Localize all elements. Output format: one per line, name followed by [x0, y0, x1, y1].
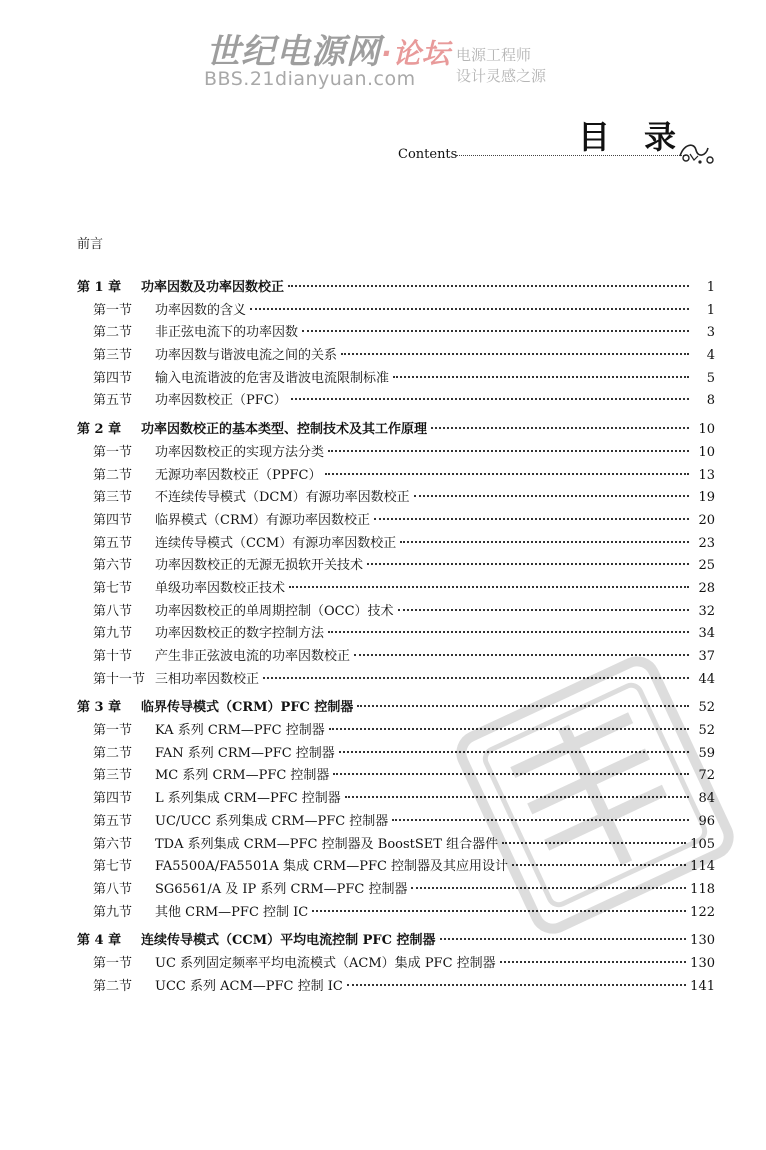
site-watermark-logo — [198, 18, 566, 98]
page-number: 130 — [690, 955, 715, 971]
toc-chapter-row — [77, 277, 715, 300]
page-number: 44 — [698, 671, 715, 687]
page-number: 20 — [698, 512, 715, 528]
toc-section-row — [77, 533, 715, 556]
page-number: 114 — [690, 859, 715, 875]
dot-leader — [393, 376, 689, 378]
section-number: 第二节 — [93, 978, 133, 994]
watermark-logo-main: 世纪电源网 — [206, 32, 381, 72]
toc-section-row — [77, 578, 715, 601]
dot-leader — [291, 398, 689, 400]
toc-section-row — [77, 442, 715, 465]
page-title: 目录 — [578, 118, 711, 156]
section-number: 第十节 — [93, 649, 133, 664]
page-number: 141 — [690, 978, 715, 994]
section-title: UC/UCC 系列集成 CRM—PFC 控制器 — [155, 813, 389, 829]
page-number: 34 — [698, 626, 715, 642]
chapter-title: 功率因数校正的基本类型、控制技术及其工作原理 — [141, 422, 428, 438]
page-number: 4 — [706, 348, 715, 364]
section-number: 第四节 — [93, 512, 133, 528]
toc-section-row — [77, 976, 715, 999]
section-title: 连续传导模式（CCM）有源功率因数校正 — [155, 535, 397, 551]
section-number: 第二节 — [93, 325, 133, 341]
section-title: FA5500A/FA5501A 集成 CRM—PFC 控制器及其应用设计 — [155, 859, 509, 875]
page-number: 13 — [698, 467, 715, 483]
dot-leader — [341, 353, 689, 355]
page-number: 122 — [690, 904, 715, 920]
section-title: 功率因数校正的无源无损软开关技术 — [155, 558, 364, 574]
toc-chapter-row — [77, 419, 715, 442]
page-number: 25 — [698, 558, 715, 574]
page-number: 96 — [698, 813, 715, 829]
page-number: 1 — [706, 302, 715, 318]
section-number: 第五节 — [93, 535, 133, 551]
section-title: 产生非正弦波电流的功率因数校正 — [155, 649, 351, 664]
section-number: 第五节 — [93, 393, 133, 409]
toc-section-row — [77, 465, 715, 488]
section-title: 功率因数校正的单周期控制（OCC）技术 — [155, 603, 394, 619]
watermark-tagline-2: 设计灵感之源 — [456, 67, 547, 85]
section-title: SG6561/A 及 IP 系列 CRM—PFC 控制器 — [155, 881, 408, 897]
chapter-number: 第 2 章 — [77, 422, 122, 438]
dot-leader — [500, 961, 687, 963]
section-number: 第一节 — [93, 302, 133, 318]
contents-dotted-rule — [456, 155, 686, 156]
page-number: 84 — [698, 791, 715, 807]
section-title: 三相功率因数校正 — [155, 671, 260, 687]
page-number: 5 — [706, 370, 715, 386]
section-number: 第一节 — [93, 444, 133, 460]
section-title: 其他 CRM—PFC 控制 IC — [155, 904, 309, 920]
section-number: 第十一节 — [93, 671, 146, 687]
chapter-number: 第 4 章 — [77, 933, 122, 949]
section-number: 第四节 — [93, 791, 133, 807]
toc-section-row — [77, 390, 715, 413]
section-number: 第一节 — [93, 723, 133, 739]
section-number: 第三节 — [93, 490, 133, 506]
page-number: 3 — [706, 325, 715, 341]
section-number: 第七节 — [93, 580, 133, 596]
page-number: 10 — [698, 422, 715, 438]
dot-leader — [398, 609, 689, 611]
section-title: 功率因数的含义 — [155, 302, 247, 318]
page-number: 32 — [698, 603, 715, 619]
seal-watermark — [430, 630, 760, 960]
toc-section-row — [77, 555, 715, 578]
dot-leader — [288, 285, 689, 287]
watermark-tagline-1: 电源工程师 — [456, 46, 532, 64]
section-number: 第三节 — [93, 768, 133, 784]
section-number: 第一节 — [93, 955, 133, 971]
section-number: 第八节 — [93, 603, 133, 619]
section-number: 第六节 — [93, 558, 133, 574]
section-title: 功率因数校正（PFC） — [155, 393, 287, 409]
page-number: 8 — [706, 393, 715, 409]
page-number: 59 — [698, 745, 715, 761]
contents-label: Contents — [398, 147, 458, 162]
dot-leader — [325, 473, 689, 475]
toc-section-row — [77, 601, 715, 624]
dot-leader — [347, 984, 686, 986]
dot-leader — [367, 563, 689, 565]
page-number: 23 — [698, 535, 715, 551]
section-number: 第七节 — [93, 859, 133, 875]
watermark-logo-text — [206, 24, 451, 73]
chapter-title: 功率因数及功率因数校正 — [141, 280, 285, 295]
section-number: 第二节 — [93, 745, 133, 761]
page-number: 37 — [698, 649, 715, 664]
section-title: 单级功率因数校正技术 — [155, 580, 286, 596]
section-number: 第二节 — [93, 467, 133, 483]
dot-leader — [328, 450, 689, 452]
dot-leader — [289, 586, 689, 588]
section-title: UCC 系列 ACM—PFC 控制 IC — [155, 978, 343, 994]
section-title: FAN 系列 CRM—PFC 控制器 — [155, 745, 335, 761]
chapter-title: 临界传导模式（CRM）PFC 控制器 — [141, 700, 354, 716]
chapter-title: 连续传导模式（CCM）平均电流控制 PFC 控制器 — [141, 933, 436, 949]
preface-entry: 前言 — [77, 237, 104, 252]
page-number: 52 — [698, 723, 715, 739]
section-number: 第五节 — [93, 813, 133, 829]
toc-section-row — [77, 368, 715, 391]
section-title: 无源功率因数校正（PPFC） — [155, 467, 322, 483]
section-title: 功率因数与谐波电流之间的关系 — [155, 348, 338, 364]
section-number: 第九节 — [93, 904, 133, 920]
toc-section-row — [77, 487, 715, 510]
dot-leader — [431, 427, 689, 429]
page-number: 10 — [698, 444, 715, 460]
section-title: KA 系列 CRM—PFC 控制器 — [155, 723, 325, 739]
page-number: 28 — [698, 580, 715, 596]
toc-section-row — [77, 510, 715, 533]
section-title: UC 系列固定频率平均电流模式（ACM）集成 PFC 控制器 — [155, 955, 496, 971]
page-number: 72 — [698, 768, 715, 784]
section-title: L 系列集成 CRM—PFC 控制器 — [155, 791, 341, 807]
section-number: 第八节 — [93, 881, 133, 897]
section-number: 第九节 — [93, 626, 133, 642]
section-title: 功率因数校正的实现方法分类 — [155, 444, 325, 460]
section-title: 输入电流谐波的危害及谐波电流限制标准 — [155, 370, 390, 386]
section-title: 临界模式（CRM）有源功率因数校正 — [155, 512, 371, 528]
toc-section-row — [77, 345, 715, 368]
chapter-number: 第 3 章 — [77, 700, 122, 716]
section-number: 第四节 — [93, 370, 133, 386]
page-number: 52 — [698, 700, 715, 716]
section-number: 第三节 — [93, 348, 133, 364]
decorative-swirl-icon — [676, 134, 716, 168]
dot-leader — [414, 495, 689, 497]
dot-leader — [400, 541, 689, 543]
toc-section-row — [77, 322, 715, 345]
page-number: 1 — [706, 280, 715, 295]
watermark-url: BBS.21dianyuan.com — [204, 68, 416, 90]
watermark-logo-forum: ·论坛 — [381, 37, 451, 70]
section-title: TDA 系列集成 CRM—PFC 控制器及 BoostSET 组合器件 — [155, 836, 499, 852]
section-title: 功率因数校正的数字控制方法 — [155, 626, 325, 642]
section-title: MC 系列 CRM—PFC 控制器 — [155, 768, 330, 784]
page-number: 130 — [690, 933, 715, 949]
section-number: 第六节 — [93, 836, 133, 852]
dot-leader — [302, 330, 689, 332]
contents-subtitle — [398, 147, 686, 163]
page-number: 105 — [690, 836, 715, 852]
dot-leader — [374, 518, 689, 520]
page-number: 118 — [690, 881, 715, 897]
chapter-number: 第 1 章 — [77, 280, 122, 295]
page-number: 19 — [698, 490, 715, 506]
section-title: 不连续传导模式（DCM）有源功率因数校正 — [155, 490, 410, 506]
section-title: 非正弦电流下的功率因数 — [155, 325, 299, 341]
toc-section-row — [77, 300, 715, 323]
dot-leader — [250, 308, 689, 310]
